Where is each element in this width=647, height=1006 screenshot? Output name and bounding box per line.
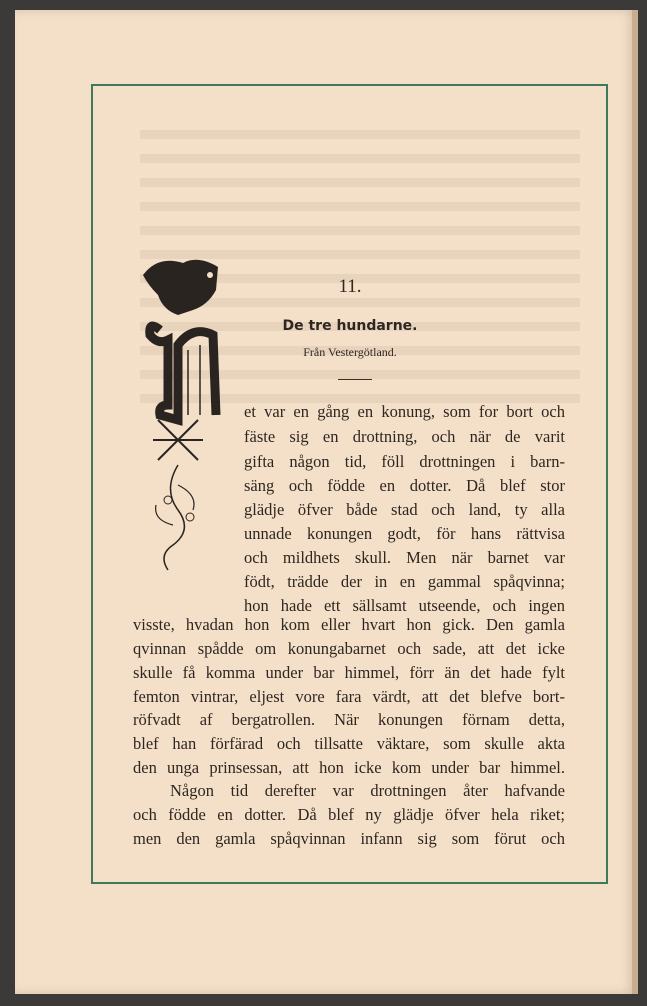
text-line: födt, trädde der in en gammal spåqvinna;	[244, 572, 565, 591]
chapter-number: 11.	[338, 276, 362, 297]
text-line: glädje öfver både stad och land, ty alla	[244, 500, 565, 519]
text-line: skulle få komma under bar himmel, förr än det hade fylt	[133, 663, 565, 682]
bird-icon	[143, 260, 218, 315]
text-line: unnade konungen godt, för hans rättvisa	[244, 524, 565, 543]
story-subtitle: Från Vestergötland.	[303, 345, 397, 359]
text-line: röfvadt af bergatrollen. När konungen förnam detta,	[133, 710, 565, 729]
text-line: Någon tid derefter var drottningen åter hafvande	[170, 781, 565, 800]
title-divider	[338, 379, 372, 380]
text-line: blef han förfärad och tillsatte väktare, som skulle akta	[133, 734, 565, 753]
text-line: och födde en dotter. Då blef ny glädje öfver hela riket;	[133, 805, 565, 824]
text-line: et var en gång en konung, som for bort och	[244, 402, 565, 421]
text-line: qvinnan spådde om konungabarnet och sade, att det icke	[133, 639, 565, 658]
story-title: De tre hundarne.	[282, 318, 418, 334]
text-line: men den gamla spåqvinnan infann sig som förut och	[133, 829, 565, 848]
text-line: den unga prinsessan, att hon icke kom under bar himmel.	[133, 758, 565, 777]
text-line: femton vintrar, eljest vore fara värdt, att det blefve bort-	[133, 687, 565, 706]
text-line: säng och födde en dotter. Då blef stor	[244, 476, 565, 495]
text-line: fäste sig en drottning, och när de varit	[244, 427, 565, 446]
text-line: gifta någon tid, föll drottningen i barn-	[244, 452, 565, 471]
decorated-initial-icon	[138, 255, 238, 585]
page-edge	[632, 10, 638, 994]
text-line: visste, hvadan hon kom eller hvart hon gick. Den gamla	[133, 615, 565, 634]
text-line: hon hade ett sällsamt utseende, och ingen	[244, 596, 565, 615]
text-line: och mildhets skull. Men när barnet var	[244, 548, 565, 567]
